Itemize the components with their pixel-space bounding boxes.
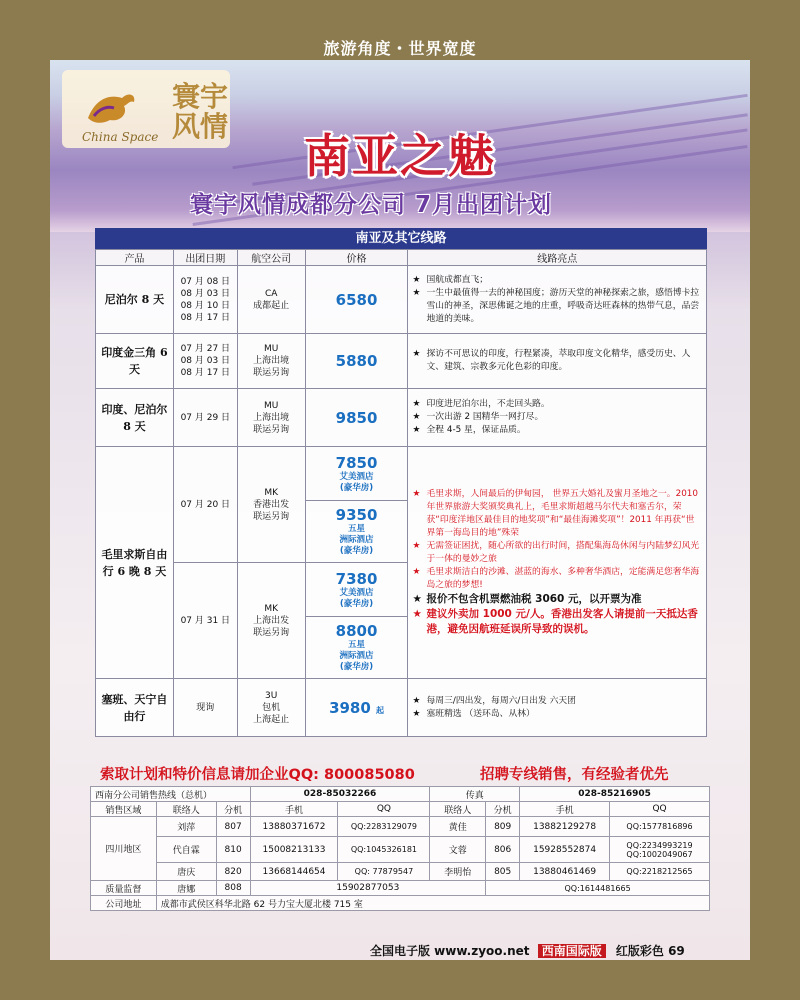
airline: 3U 包机 上海起止 [237,679,305,737]
col-product: 产品 [96,250,174,266]
col-airline: 航空公司 [237,250,305,266]
promo-qq: 索取计划和特价信息请加企业QQ: 800085080 [100,767,415,783]
dates: 07 月 29 日 [173,389,237,447]
airline: MU 上海出境 联运另询 [237,334,305,389]
table-row [96,679,707,737]
contact-name: 李明怡 [430,863,486,881]
table-row [96,266,707,334]
region: 四川地区 [91,817,157,881]
highlights: ★ 国航成都直飞； ★ 一生中最值得一去的神秘国度；游历天堂的神秘探索之旅，感悟博卡拉雪山的神圣，深思佛诞之地的庄重，呼吸奇达旺森林的热带气息，品尝地道的美味。 [408,266,707,334]
contact-header: 分机 [216,802,250,817]
dates: 07 月 08 日 08 月 03 日 08 月 10 日 08 月 17 日 [173,266,237,334]
footer-page: 红版彩色 69 [615,944,685,958]
footer [370,942,685,959]
contact-ext: 806 [486,837,520,863]
col-date: 出团日期 [173,250,237,266]
contact-name: 黄佳 [430,817,486,837]
logo-en: China Space [82,130,159,144]
contact-header: 销售区域 [91,802,157,817]
contact-mobile: 13880371672 [250,817,338,837]
contact-mobile: 15928552874 [520,837,610,863]
qc-qq: QQ:1614481665 [486,881,710,896]
product-name: 印度、尼泊尔 8 天 [96,389,174,447]
dates: 现询 [173,679,237,737]
contact-header: 手机 [250,802,338,817]
contact-name: 刘萍 [156,817,216,837]
contact-mobile: 13880461469 [520,863,610,881]
contact-header: QQ [338,802,430,817]
hero-title: 南亚之魅 [304,129,496,183]
contact-name: 唐庆 [156,863,216,881]
contact-header: 手机 [520,802,610,817]
contact-qq: QQ:1577816896 [610,817,710,837]
table-row [96,447,707,501]
address-label: 公司地址 [91,896,157,911]
price: 9850 [305,389,408,447]
contact-name: 文蓉 [430,837,486,863]
dates: 07 月 27 日 08 月 03 日 08 月 17 日 [173,334,237,389]
product-name: 塞班、天宁自由行 [96,679,174,737]
contact-header: 联络人 [156,802,216,817]
contact-ext: 805 [486,863,520,881]
fax-label: 传真 [430,787,520,802]
header-slogan: 旅游角度・世界宽度 [323,39,477,58]
flyer-page [50,60,750,960]
contact-mobile: 15008213133 [250,837,338,863]
product-name: 印度金三角 6 天 [96,334,174,389]
section-title: 南亚及其它线路 [95,228,707,249]
airline: CA 成都起止 [237,266,305,334]
qc-ext: 808 [216,881,250,896]
fax: 028-85216905 [520,787,710,802]
address: 成都市武侯区科华北路 62 号力宝大厦北楼 715 室 [156,896,709,911]
airline: MK 上海出发 联运另询 [237,563,305,679]
contact-qq: QQ:2218212565 [610,863,710,881]
highlights: ★ 每周三/四出发，每周六/日出发 六天团 ★ 塞班精选 （送环岛、从林） [408,679,707,737]
contact-header: QQ [610,802,710,817]
price-option: 7850 艾美酒店 (豪华房) [305,447,408,501]
price-option: 9350 五星 洲际酒店 (豪华房) [305,501,408,563]
contact-qq: QQ:1045326181 [338,837,430,863]
contact-mobile: 13882129278 [520,817,610,837]
contact-qq: QQ: 77879547 [338,863,430,881]
highlights: ★ 毛里求斯，人间最后的伊甸园， 世界五大婚礼及蜜月圣地之一。2010 年世界旅游大奖颁奖典礼上，毛里求斯超越马尔代夫和塞舌尔，荣获“印度洋地区最佳目的地奖项”和“最佳海滩奖项”！2011 年再获“世界第一海岛目的地”殊荣 ★ 无需签证困扰，随心所欲的出行时间，搭配集海岛休闲与内陆梦幻风光于一体的曼妙之旅 ★ 毛里求斯洁白的沙滩、湛蓝的海水、多种奢华酒店，定能满足您奢华海岛之旅的梦想! ★ 报价不包含机票燃油税 3060 元，以开票为准 ★ 建议外卖加 1000 元/人。香港出发客人请提前一天抵达香港，避免因航班延误所导致的误机。 [408,447,707,679]
qc-name: 唐娜 [156,881,216,896]
hotline-label: 西南分公司销售热线（总机） [91,787,251,802]
highlights: ★ 探访不可思议的印度，行程紧凑，萃取印度文化精华，感受历史、人文、建筑、宗教多元化色彩的印度。 [408,334,707,389]
promo-hiring: 招聘专线销售，有经验者优先 [480,767,669,783]
price: 3980 起 [305,679,408,737]
table-row [96,389,707,447]
price-option: 7380 艾美酒店 (豪华房) [305,563,408,617]
contact-name: 代自霖 [156,837,216,863]
footer-site: 全国电子版 www.zyoo.net [370,944,530,958]
highlights: ★ 印度进尼泊尔出，不走回头路。 ★ 一次出游 2 国精华一网打尽。 ★ 全程 4-5 星，保证品质。 [408,389,707,447]
price-option: 8800 五星 洲际酒店 (豪华房) [305,617,408,679]
logo-cn: 寰宇风情 [172,80,229,143]
contact-ext: 820 [216,863,250,881]
qc-label: 质量监督 [91,881,157,896]
table-row [96,334,707,389]
footer-badge: 西南国际版 [538,944,606,958]
contact-qq: QQ:2234993219 QQ:1002049067 [610,837,710,863]
qc-mobile: 15902877053 [250,881,486,896]
product-name: 尼泊尔 8 天 [96,266,174,334]
hero-subtitle: 寰宇风情成都分公司 7月出团计划 [190,192,553,218]
contact-mobile: 13668144654 [250,863,338,881]
contact-header: 分机 [486,802,520,817]
dates: 07 月 31 日 [173,563,237,679]
contact-header: 联络人 [430,802,486,817]
price: 5880 [305,334,408,389]
col-price: 价格 [305,250,408,266]
promo-banner [100,763,720,784]
tour-table [95,249,707,737]
contact-ext: 807 [216,817,250,837]
airline: MU 上海出境 联运另询 [237,389,305,447]
hotline: 028-85032266 [250,787,430,802]
contact-ext: 809 [486,817,520,837]
product-name: 毛里求斯自由行 6 晚 8 天 [96,447,174,679]
airline: MK 香港出发 联运另询 [237,447,305,563]
contact-table [90,786,710,911]
price: 6580 [305,266,408,334]
dates: 07 月 20 日 [173,447,237,563]
contact-ext: 810 [216,837,250,863]
col-highlights: 线路亮点 [408,250,707,266]
contact-qq: QQ:2283129079 [338,817,430,837]
